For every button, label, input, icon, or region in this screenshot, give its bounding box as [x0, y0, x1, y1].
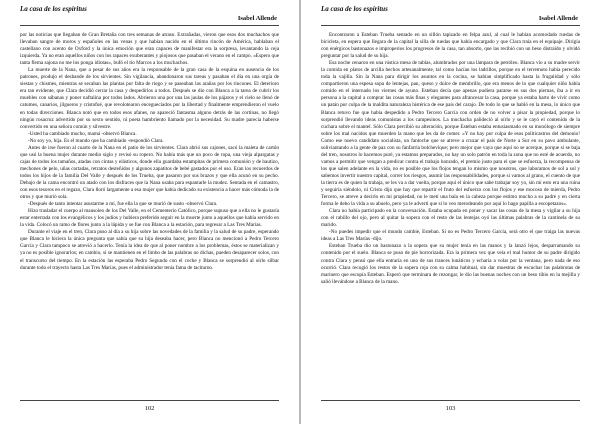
paragraph: La muerte de la Nana, que a pesar de sus años era la responsable de la gran casa de la esquina en ausencia de los patrones, produjo el desbande de los sirvientes. Sin vigilancia, abandonaron sus tareas y pasaban el día en una orgía de siestas y chismes, mientras se secaban las plantas por falta de riego y se paseaban las arañas por los rincones. El deterioro era tan evidente, que Clara decidió cerrar la casa y despedirlos a todos. Después se dio con Blanca a la tarea de cubrir los muebles con sábanas y poner naftalina por todos lados. Abrieron una por una las jaulas de los pájaros y el cielo se llenó de catumes, canarios, jilgueros y cristofué, que revolotearon encegueciados por la libertad y finalmente emprendieron el vuelo en todas direcciones. Blanca notó que en todos esos afanes, no apareció fantasma alguno detrás de las cortinas, no llegó ningún rosacruz advertido por su sexto sentido, ni poeta hambriento llamado por la necesidad. Su madre parecía haberse convertido en una señora común y silvestre.: [20, 67, 279, 130]
paragraph: Clara no había participado en la conversación. Estaba ocupada en poner y sacar las cosas de la mesa y vigilar a su hija con el rabillo del ojo, pero al quitar la sopera con el resto de las lentejas oyó las últimas palabras de la cantinela de su marido.: [321, 208, 580, 229]
right-page: [301, 0, 600, 424]
right-footer-rule: [321, 400, 580, 401]
left-footer-rule: [20, 400, 279, 401]
left-page-body: [20, 32, 279, 392]
left-header-title: La casa de los espíritus: [20, 5, 87, 13]
paragraph: -No soy yo, hija. Es el mundo que ha cambiado -respondió Clara.: [28, 137, 164, 144]
paragraph: -Usted ha cambiado mucho, mamá -observó Blanca.: [28, 130, 137, 137]
paragraph: Hizo trasladar el cuerpo al mausoleo de los Del Valle, en el Cementerio Católico, porque supuso que a ella no le gustaría estar enterrada con los evangélicos y los judíos y hubiera preferido seguir en la muerte junto a aquellos que había servido en la vida. Colocó un ramo de flores junto a la lápida y se fue con Blanca a la estación, para regresar a Las Tres Marías.: [20, 208, 279, 229]
paragraph: por las noticias que llegaban de Gran Bretaña con tres semanas de atraso. Extrañadas, vieron que esos dos muchachos que llevaban sangre de moros y españoles en las venas y que habían nacido en el último rincón de América, hablaban el castellano con acento de Oxford y la única emoción que eran capaces de manifestar era la sorpresa, levantando la ceja izquierda. Ya no eran aquellos niños con los rapaces exuberantes y piojosos que pasaban el verano en el campo. «Espero que tanta flema sajona no me los ponga idiotas», bufó el tío Marcos a los muchachos.: [20, 32, 279, 67]
right-header-title: La casa de los espíritus: [321, 5, 388, 13]
right-header-rule: [321, 25, 580, 26]
left-page-number: 102: [144, 405, 155, 412]
left-header-rule: [20, 25, 279, 26]
paragraph: Durante el viaje en el tren, Clara puso al día a su hija sobre las novedades de la familia y la salud de su padre, esperando que Blanca le hiciera la única pregunta que sabía que su hija deseaba hacer, pero Blanca no mencionó a Pedro Tercero García y Clara tampoco se atrevió a hacerlo. Tenía la idea de que al poner nombre a los problemas, éstos se materializan y ya no es posible ignorarlos; en cambio, si se mantienen en el limbo de las palabras no dichas, pueden desaparecer solos, con el transcurso del tiempo. En la estación las esperaba Pedro Segundo con el coche y Blanca se sorprendió al oírlo silbar durante todo el trayecto hasta Las Tres Marías, pues el administrador tenía fama de taciturno.: [20, 229, 279, 271]
left-header-author: Isabel Allende: [237, 15, 277, 22]
paragraph: -Después de tanto intentar asustarme a mí, fue ella la que se murió de susto -observó Clara.: [28, 201, 218, 208]
paragraph: Esa noche cenaron en una rústica mesa de tablas, alumbrados por una lámpara de petróleo. Blanca vio a su madre servir la comida en platos de arcilla hechos artesanalmente, tal como hacían los ladrillos, porque en el terremoto había perecido toda la vajilla. Sin la Nana para dirigir los asuntos en la cocina, se habían simplificado hasta la frugalidad y sólo compartieron una espesa sopa de lentejas, pan, queso y dulce de membrillo, que era menos de lo que cualquier niño había comido en el internado los viernes de ayuno. Esteban decía que apenas pudiera pararse en sus dos piernas, iba a ir en persona a la capital a comprar las cosas más finas y elegantes para afrancesar la casa, porque ya estaba harto de vivir como un patán por culpa de la maldita naturaleza histérica de ese país del carajo. De todo lo que se habló en la mesa, lo único que Blanca retuvo fue que había despedido a Pedro Tercero García con orden de no volver a pisar la propiedad, porque lo sorprendió llevando ideas comunistas a los campesinos. La muchacha palideció al oírlo y se le cayó el contenido de la cuchara sobre el mantel. Sólo Clara percibió su alteración, porque Esteban estaba entusiasmado en su monólogo de siempre sobre los mal nacidos que muerden la mano que les da de comer. «Y no hay por culpa de esos politicastros del demonio! Como ese nuevo candidato socialista, un fantoche que se atreve a cruzar el país de Norte a Sur en su pavo ambulante, soliviantando a la gente de paz con su fanfarria bolchevique; pero mejor que vaya que aquí no se acerque, porque si se baja del tren, nosotros lo hacemos puré, ya estamos preparados, no hay un solo patrón en toda la zona que no esté de acuerdo, no vamos a permitir que vengan a predicar contra el trabajo honrado, el premio justo para el que se esfuerza, la recompensa de los que salen adelante en la vida, no es posible que los flojos tengan lo mismo que nosotros, que laboramos de sol a sol y sabemos invertir nuestro capital, correr los riesgos, asumir las responsabilidades, porque si vamos al grano, el cuento de que la tierra es de quien la trabaja, se les va a dar vuelta, porque aquí el único que sabe trabajar soy yo, sin mí esto era una ruina y seguiría siéndolo, ni Cristo dijo que hay que repartir el fruto del esfuerzo con los flojos y ese mocoso de mierda, Pedro Tercero, se atreve a decirlo en mi propiedad, no le metí una bala en la cabeza porque estimo mucho a su padre y en cierta forma le debo la vida a su abuelo, pero ya le advertí que si lo veo merodeando por aquí lo hago papilla a escopetazos».: [321, 60, 580, 208]
left-page: [0, 0, 299, 424]
paragraph: Encontraron a Esteban Trueba sentado en un sillón tapizado en felpa azul, al cual le habían acomodado ruedas de bicicleta, en espera que llegara de la capital la silla de ruedas que había encargado y que Clara traía en el equipaje. Dirigía con enérgicos bastonazos e improperios los progresos de la casa, tan absorto, que las recibió con un beso distraído y olvidó preguntar por la salud de su hija.: [321, 32, 580, 60]
right-page-number: 103: [445, 405, 456, 412]
paragraph: Esteban Trueba dio un bastonazo a la sopera que su mujer tenía en las manos y la lanzó lejos, desparramando su contenido por el suelo. Blanca se puso de pie horrorizada. Era la primera vez que veía el mal humor de su padre dirigido contra Clara y pensó que ella entraría en uno de sus trances lunáticos y echaría a volar por la ventana, pero nada de eso ocurrió. Clara recogió los restos de la sopera roja con su calma habitual, sin dar muestras de escuchar las palabrotas de marinero que escupía Esteban. Esperó que terminara de rezongar, le dio las buenas noches con un beso tibio en la mejilla y salió llevándose a Blanca de la mano.: [321, 243, 580, 285]
paragraph: Antes de irse fueron al cuarto de la Nana en el patio de los sirvientes. Clara abrió sus cajones, sacó la maleta de cartón que usó la buena mujer durante medio siglo y revisó su ropero. No había más que un poco de ropa, una vieja alpargatas y cajas de todos los tamaños, atadas con cintas y elásticos, donde ella guardaba estampitas de primera comunión y de bautizo, mechones de pelo, uñas cortadas, retratos desteñidos y algunos zapatitos de bebé gastados por el uso. Eran los recuerdos de todos los hijos de la familia Del Valle y después de los Trueba, que pasaron por sus brazos y que ella acunó en su pecho. Debajo de la cama encontró un atado con los disfraces que la Nana usaba para espantarle la mudez. Sentada en el camastro, con esos tesoros en el regazo, Clara lloró largamente a esa mujer que había dedicado su existencia a hacer más cómoda la de otros y que murió sola.: [20, 144, 279, 201]
right-header-author: Isabel Allende: [538, 15, 578, 22]
right-page-body: [321, 32, 580, 392]
paragraph: -No puedes impedir que el mundo cambie, Esteban. Si no es Pedro Tercero García, será otro el que traiga las nuevas ideas a Las Tres Marías -dijo.: [321, 229, 580, 243]
